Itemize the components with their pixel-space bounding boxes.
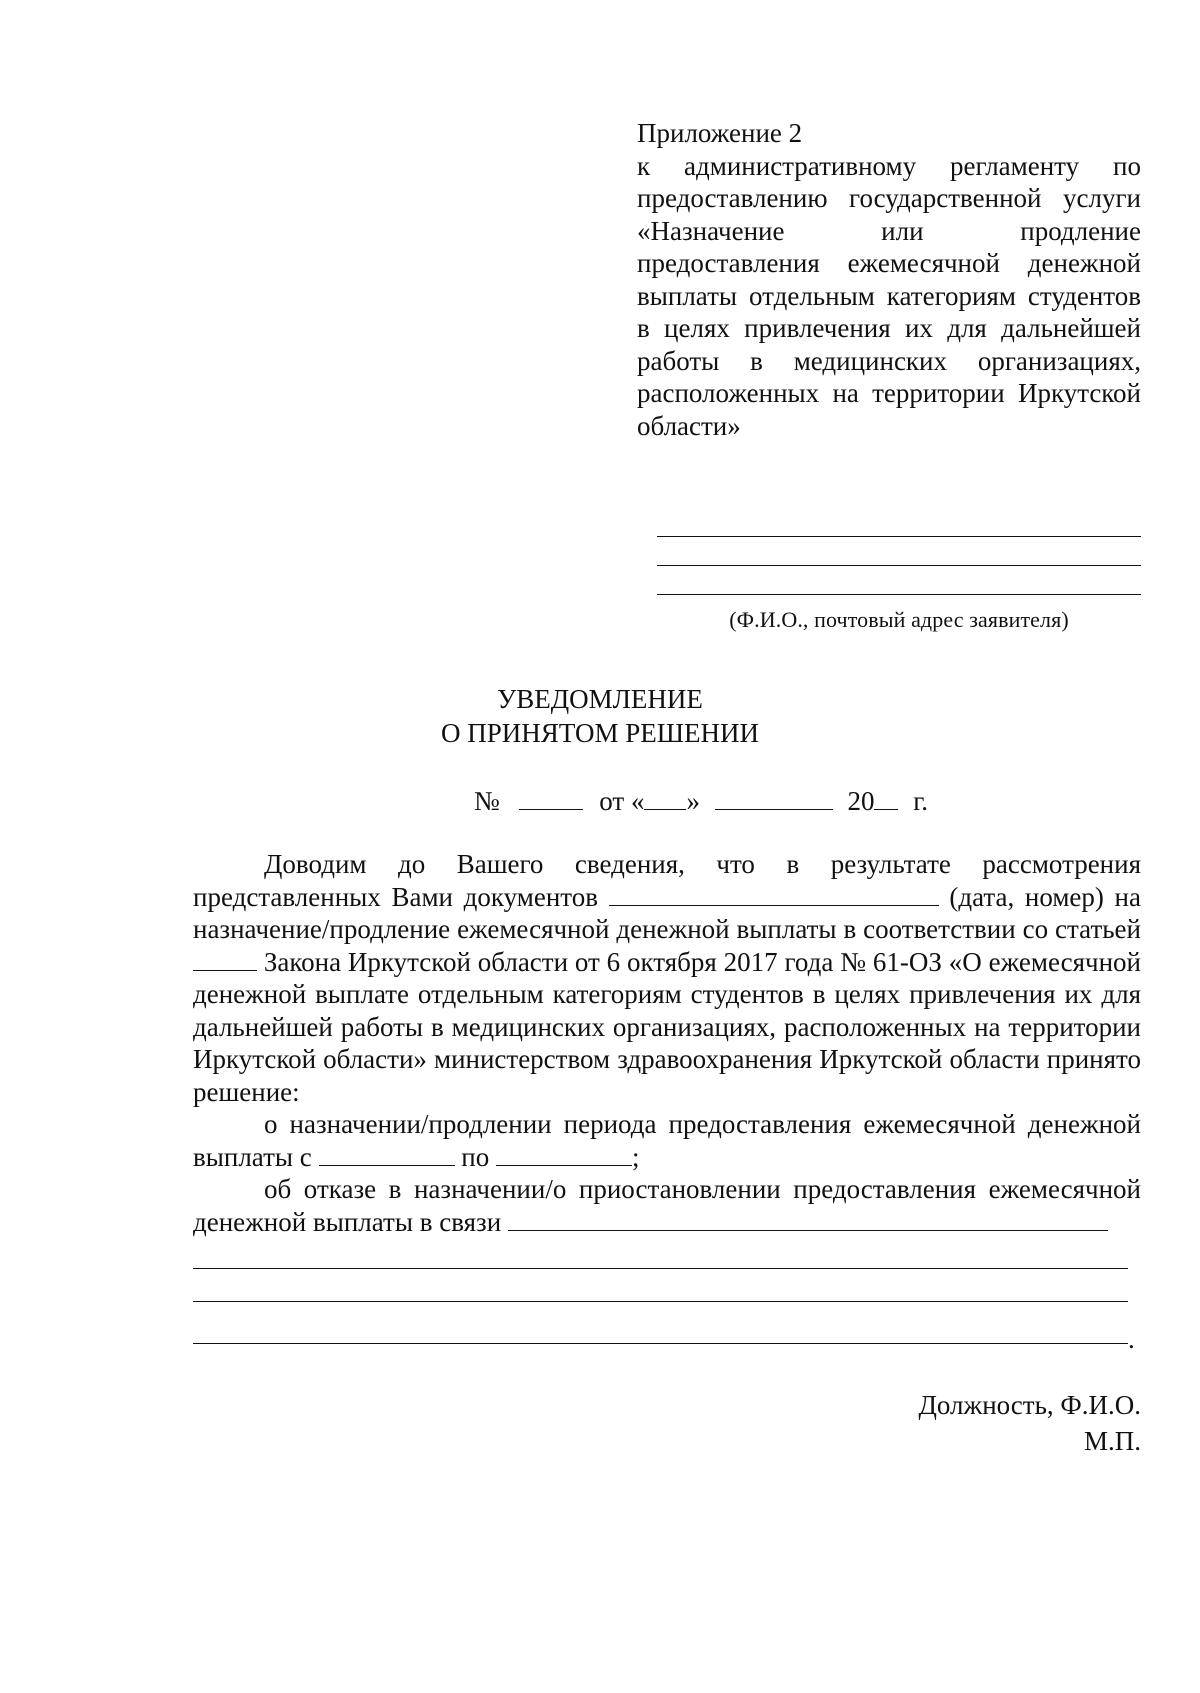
reason-line-3[interactable] xyxy=(193,1343,1128,1344)
final-period: . xyxy=(1128,1324,1135,1354)
documents-blank[interactable] xyxy=(609,905,939,906)
body-text-assignment: о назначении/продлении периода предоставления ежемесячной денежной выплаты с xyxy=(193,1109,1141,1172)
day-blank[interactable] xyxy=(644,809,686,810)
year-blank[interactable] xyxy=(874,809,898,810)
close-quote: » xyxy=(686,786,700,816)
applicant-line-1[interactable] xyxy=(657,536,1141,537)
reason-line-3-row xyxy=(193,1324,1141,1354)
year-prefix: 20 xyxy=(847,786,875,816)
stamp-label: М.П. xyxy=(1083,1426,1141,1456)
semicolon: ; xyxy=(631,1141,640,1172)
paragraph-refusal xyxy=(193,1173,1141,1238)
body-text-refusal: об отказе в назначении/о приостановлении предоставления ежемесячной денежной выплаты в связи xyxy=(193,1174,1141,1237)
month-blank[interactable] xyxy=(715,809,833,810)
applicant-line-2[interactable] xyxy=(657,565,1141,566)
reason-line-2[interactable] xyxy=(193,1301,1128,1302)
applicant-block xyxy=(657,536,1141,633)
number-sign: № xyxy=(474,786,500,816)
signature-position: Должность, Ф.И.О. xyxy=(918,1390,1141,1420)
reason-line-1[interactable] xyxy=(193,1268,1128,1269)
appendix-block xyxy=(637,117,1141,442)
refusal-reason-blank[interactable] xyxy=(508,1230,1108,1231)
applicant-caption: (Ф.И.О., почтовый адрес заявителя) xyxy=(729,607,1069,632)
applicant-line-3[interactable] xyxy=(657,594,1141,595)
number-date-line xyxy=(474,786,928,817)
appendix-text: к административному регламенту по предоставлению государственной услуги «Назначение или продление предоставления ежемесячной денежной выплаты отдельным категориям студентов в целях привлечения их для дальнейшей работы в медицинских организациях, расположенных на территории Иркутской области» xyxy=(637,150,1141,441)
notice-body xyxy=(193,848,1141,1354)
appendix-title: Приложение 2 xyxy=(637,118,803,148)
body-text-documents: Доводим до Вашего сведения, что в результате рассмотрения представленных Вами документов xyxy=(193,849,1141,912)
from-label: от « xyxy=(599,786,645,816)
notice-title: УВЕДОМЛЕНИЕ xyxy=(497,684,703,714)
paragraph-decision-intro xyxy=(193,848,1141,1108)
article-blank[interactable] xyxy=(193,970,257,971)
period-start-blank[interactable] xyxy=(319,1165,455,1166)
notice-subtitle: О ПРИНЯТОМ РЕШЕНИИ xyxy=(441,718,759,748)
body-text-law: Закона Иркутской области от 6 октября 2017 года № 61-ОЗ «О ежемесячной денежной выплате отдельным категориям студентов в целях привлечения их для дальнейшей работы в медицинских организациях, расположенных на территории Иркутской области» министерством здравоохранения Иркутской области принято решение: xyxy=(193,946,1141,1107)
body-text-to: по xyxy=(461,1141,490,1172)
paragraph-assignment xyxy=(193,1108,1141,1173)
period-end-blank[interactable] xyxy=(496,1165,632,1166)
number-blank[interactable] xyxy=(519,809,583,810)
body-text-article: (дата, номер) на назначение/продление ежемесячной денежной выплаты в соответствии со статьей xyxy=(193,881,1141,944)
year-suffix: г. xyxy=(913,786,928,816)
